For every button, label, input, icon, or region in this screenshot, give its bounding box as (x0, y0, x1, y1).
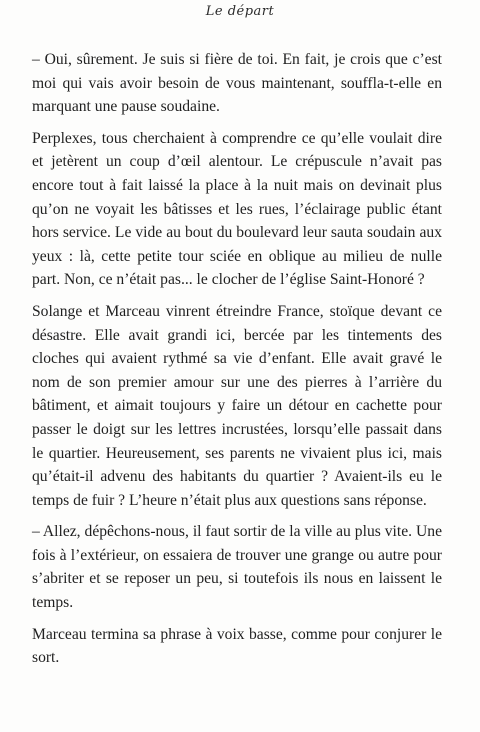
paragraph-5: Marceau termina sa phrase à voix basse, comme pour conjurer le sort. (32, 625, 442, 667)
paragraph-3: Solange et Marceau vinrent étreindre France, stoïque devant ce désastre. Elle avait grandi ici, bercée par les tintements des cloches qui avaient rythmé sa vie d’enfant. Elle avait gravé le nom de son premier amour sur une des pierres à l’arrière du bâtiment, et aimait toujours y faire un détour en cachette pour passer le doigt sur les lettres incrustées, lorsqu’elle passait dans le quartier. Heureusement, ses parents ne vivaient plus ici, mais qu’était-il advenu des habitants du quartier ? Avaient-ils eu le temps de fuir ? L’heure n’était plus aux questions sans réponse. (32, 302, 442, 509)
paragraph-1: – Oui, sûrement. Je suis si fière de toi. En fait, je crois que c’est moi qui vais avoir besoin de vous maintenant, souffla-t-elle en marquant une pause soudaine. (32, 51, 442, 116)
paragraph-2: Perplexes, tous cherchaient à comprendre ce qu’elle voulait dire et jetèrent un coup d’œil alentour. Le crépuscule n’avait pas encore tout à fait laissé la place à la nuit mais on devinait plus qu’on ne voyait les bâtisses et les rues, l’éclairage public étant hors service. Le vide au bout du boulevard leur sauta soudain aux yeux : là, cette petite tour sciée en oblique au milieu de nulle part. Non, ce n’était pas... le clocher de l’église Saint-Honoré ? (32, 129, 442, 289)
running-head: Le départ (205, 4, 275, 19)
body-text (32, 48, 442, 678)
paragraph-4: – Allez, dépêchons-nous, il faut sortir de la ville au plus vite. Une fois à l’extérieur, on essaiera de trouver une grange ou autre pour s’abriter et se reposer un peu, si toutefois ils nous en laissent le temps. (32, 523, 442, 612)
